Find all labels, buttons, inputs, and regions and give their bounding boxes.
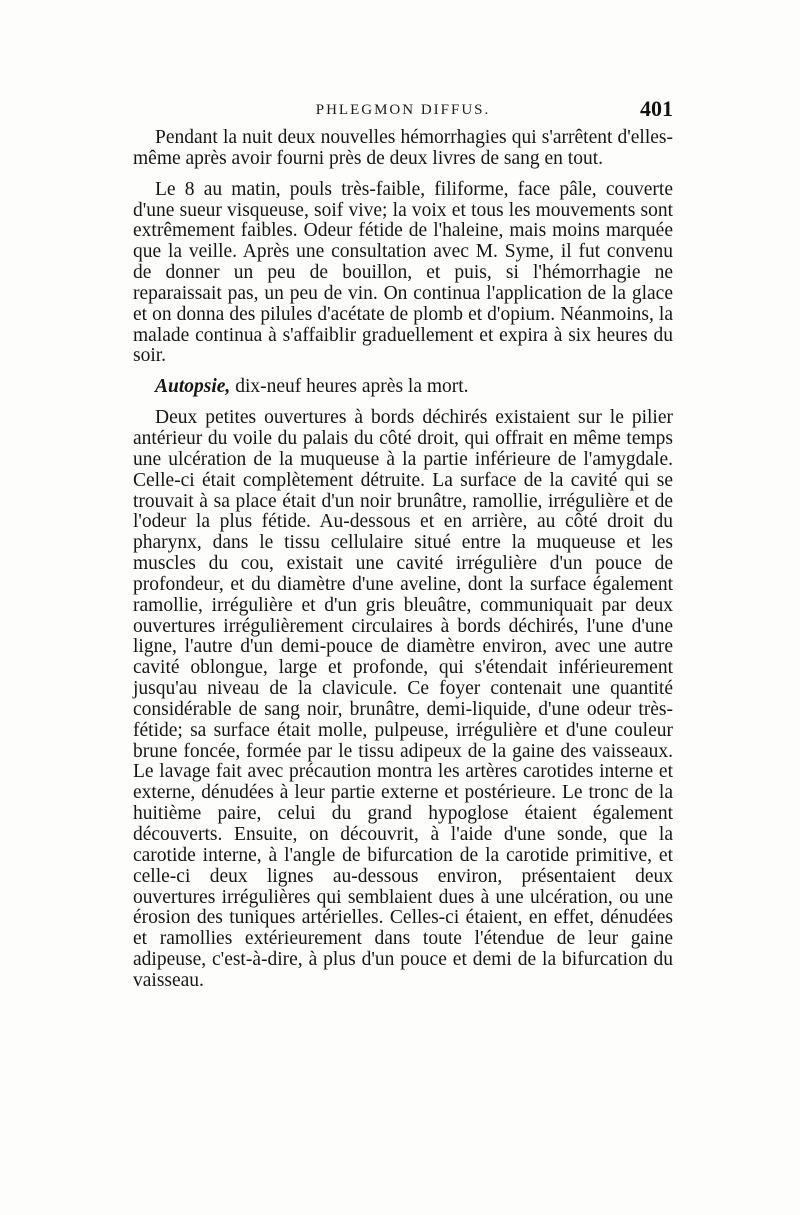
page-header <box>133 96 673 126</box>
autopsie-time: dix-neuf heures après la mort. <box>230 376 469 398</box>
page-number: 401 <box>640 96 673 121</box>
paragraph-morning-8: Le 8 au matin, pouls très-faible, filiforme, face pâle, couverte d'une sueur visqueuse, soif vive; la voix et tous les mouvements sont extrêmement faibles. Odeur fétide de l'haleine, mais moins marquée que la veille. Après une consultation avec M. Syme, il fut convenu de donner un peu de bouillon, et puis, si l'hémorrhagie ne reparaissait pas, un peu de vin. On continua l'application de la glace et on donna des pilules d'acétate de plomb et d'opium. Néanmoins, la malade continua à s'affaiblir graduellement et expira à six heures du soir. <box>133 178 673 367</box>
paragraph-autopsy-findings: Deux petites ouvertures à bords déchirés existaient sur le pilier antérieur du voile du palais du côté droit, qui offrait en même temps une ulcération de la muqueuse à la partie inférieure de l'amygdale. Celle-ci était complètement détruite. La surface de la cavité qui se trouvait à sa place était d'un noir brunâtre, ramollie, irrégulière et de l'odeur la plus fétide. Au-dessous et en arrière, au côté droit du pharynx, dans le tissu cellulaire situé entre la muqueuse et les muscles du cou, existait une cavité irrégulière d'un pouce de profondeur, et du diamètre d'une aveline, dont la surface également ramollie, irrégulière et d'un gris bleuâtre, communiquait par deux ouvertures irrégulièrement circulaires à bords déchirés, l'une d'une ligne, l'autre d'un demi-pouce de diamètre environ, avec une autre cavité oblongue, large et profonde, qui s'étendait inférieurement jusqu'au niveau de la clavicule. Ce foyer contenait une quantité considérable de sang noir, brunâtre, demi-liquide, d'une odeur très-fétide; sa surface était molle, pulpeuse, irrégulière et d'une couleur brune foncée, formée par le tissu adipeux de la gaine des vaisseaux. Le lavage fait avec précaution montra les artères carotides interne et externe, dénudées à leur partie externe et postérieure. Le tronc de la huitième paire, celui du grand hypoglose étaient également découverts. Ensuite, on découvrit, à l'aide d'une sonde, que la carotide interne, à l'angle de bifurcation de la carotide primitive, et celle-ci deux lignes au-dessous environ, présentaient deux ouvertures irrégulières qui semblaient dues à une ulcération, ou une érosion des tuniques artérielles. Celles-ci étaient, en effet, dénudées et ramollies extérieurement dans toute l'étendue de leur gaine adipeuse, c'est-à-dire, à plus d'un pouce et demi de la bifurcation du vaisseau. <box>133 407 673 991</box>
autopsie-title: Autopsie, <box>155 376 231 398</box>
running-title: PHLEGMON DIFFUS. <box>315 102 491 118</box>
body-text <box>133 128 673 992</box>
paragraph-night-hemorrhages: Pendant la nuit deux nouvelles hémorrhagies qui s'arrêtent d'elles-même après avoir fourni près de deux livres de sang en tout. <box>133 127 673 169</box>
autopsie-heading <box>133 377 673 398</box>
